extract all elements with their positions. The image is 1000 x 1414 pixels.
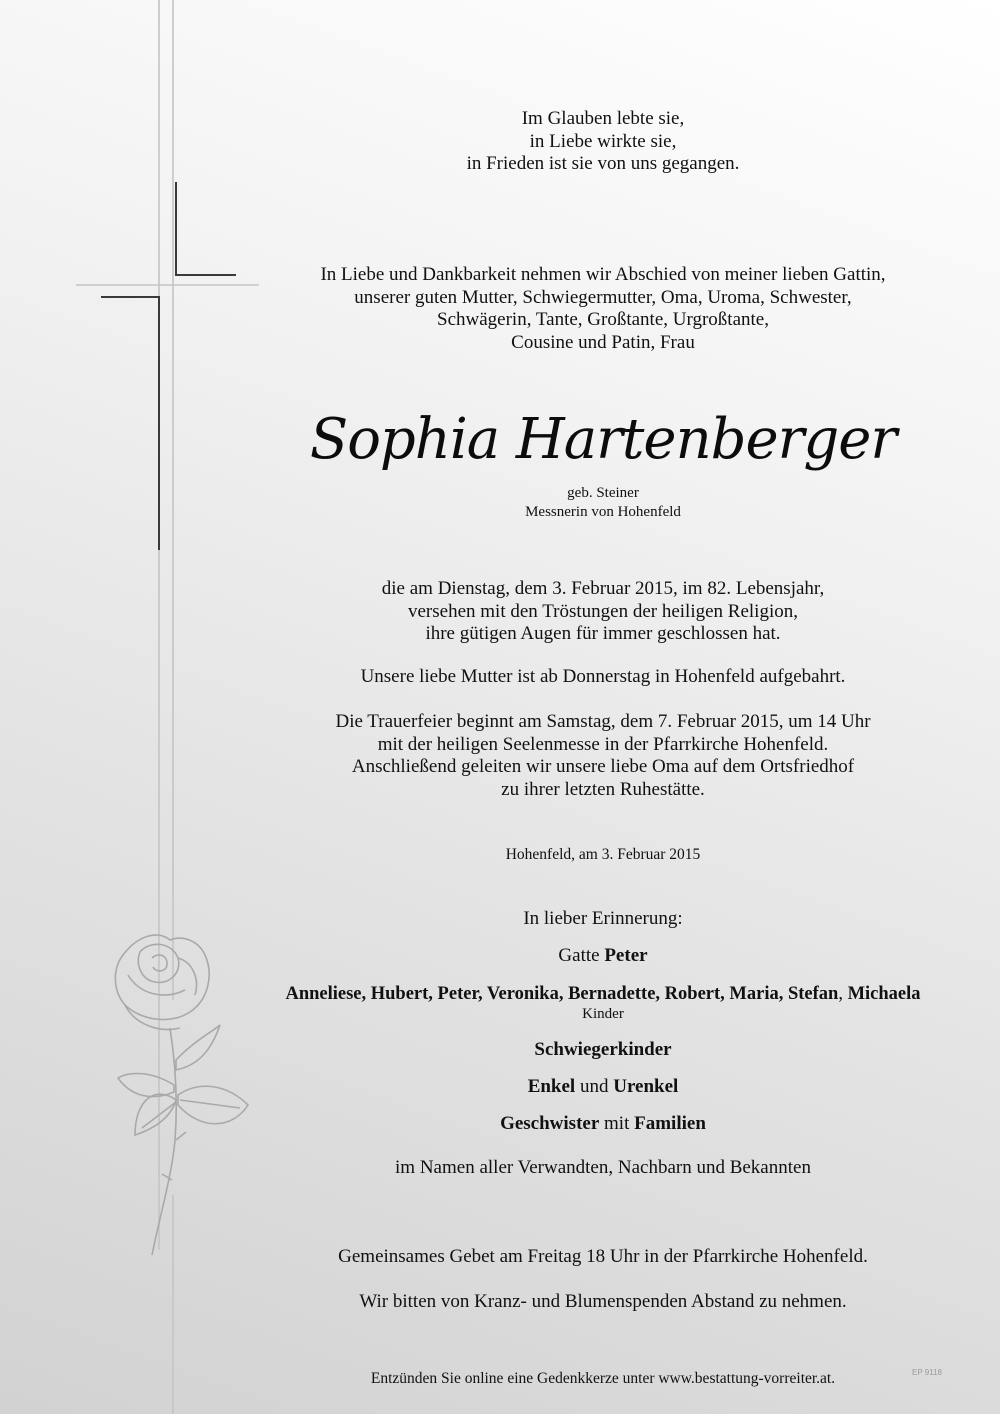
verse-line: in Frieden ist sie von uns gegangen.	[466, 153, 740, 174]
template-code: EP 9118	[912, 1368, 942, 1377]
deceased-role: Messnerin von Hohenfeld	[525, 504, 681, 520]
on-behalf-line: im Namen aller Verwandten, Nachbarn und Bekannten	[395, 1157, 811, 1178]
notice-line: die am Dienstag, dem 3. Februar 2015, im 82. Lebensjahr,	[381, 578, 825, 599]
funeral-line: Die Trauerfeier beginnt am Samstag, dem 7. Februar 2015, um 14 Uhr	[335, 711, 871, 732]
children-names	[253, 983, 953, 1005]
children-last: Michaela	[847, 984, 921, 1004]
intro-line: unserer guten Mutter, Schwiegermutter, Oma, Uroma, Schwester,	[354, 286, 852, 308]
funeral-line: zu ihrer letzten Ruhestätte.	[501, 778, 705, 800]
funeral-details	[253, 711, 953, 801]
in-laws: Schwiegerkinder	[534, 1039, 672, 1060]
intro-paragraph	[253, 264, 953, 354]
place-and-date: Hohenfeld, am 3. Februar 2015	[505, 846, 701, 863]
siblings: Geschwister	[500, 1113, 600, 1134]
children-separator: ,	[838, 984, 843, 1004]
opening-verse	[253, 108, 953, 176]
rose-icon	[115, 935, 248, 1255]
in-laws-line	[253, 1039, 953, 1061]
birth-name: geb. Steiner	[567, 485, 639, 501]
verse-line: in Liebe wirkte sie,	[529, 130, 677, 152]
grandchildren: Enkel	[527, 1076, 576, 1097]
spouse-prefix: Gatte	[558, 945, 600, 966]
families: Familien	[634, 1113, 706, 1134]
intro-line: Cousine und Patin, Frau	[511, 331, 695, 353]
intro-line: In Liebe und Dankbarkeit nehmen wir Abschied von meiner lieben Gattin,	[320, 264, 886, 285]
children-label: Kinder	[582, 1006, 624, 1022]
great-grandchildren: Urenkel	[613, 1076, 679, 1097]
mourners-heading: In lieber Erinnerung:	[523, 908, 683, 929]
laid-out-notice: Unsere liebe Mutter ist ab Donnerstag in Hohenfeld aufgebahrt.	[360, 666, 846, 687]
intro-line: Schwägerin, Tante, Großtante, Urgroßtante,	[437, 309, 769, 330]
spouse-line	[253, 945, 953, 968]
prayer-notice: Gemeinsames Gebet am Freitag 18 Uhr in der Pfarrkirche Hohenfeld.	[338, 1246, 868, 1267]
cross-icon	[76, 0, 259, 1414]
children-list: Anneliese, Hubert, Peter, Veronika, Bernadette, Robert, Maria, Stefan	[285, 984, 839, 1004]
online-candle-notice: Entzünden Sie online eine Gedenkkerze unter www.bestattung-vorreiter.at.	[370, 1370, 836, 1387]
flowers-notice: Wir bitten von Kranz- und Blumenspenden Abstand zu nehmen.	[359, 1291, 847, 1312]
conjunction: und	[579, 1076, 609, 1097]
notice-line: ihre gütigen Augen für immer geschlossen hat.	[425, 623, 781, 644]
notice-line: versehen mit den Tröstungen der heiligen Religion,	[408, 600, 798, 622]
funeral-line: Anschließend geleiten wir unsere liebe Oma auf dem Ortsfriedhof	[351, 756, 855, 777]
verse-line: Im Glauben lebte sie,	[521, 108, 685, 129]
preposition: mit	[604, 1113, 630, 1134]
deceased-name: Sophia Hartenberger	[309, 407, 897, 472]
grandchildren-line	[253, 1076, 953, 1098]
death-notice	[253, 578, 953, 646]
spouse-name: Peter	[604, 945, 648, 966]
siblings-line	[253, 1113, 953, 1135]
funeral-line: mit der heiligen Seelenmesse in der Pfarrkirche Hohenfeld.	[377, 733, 829, 755]
